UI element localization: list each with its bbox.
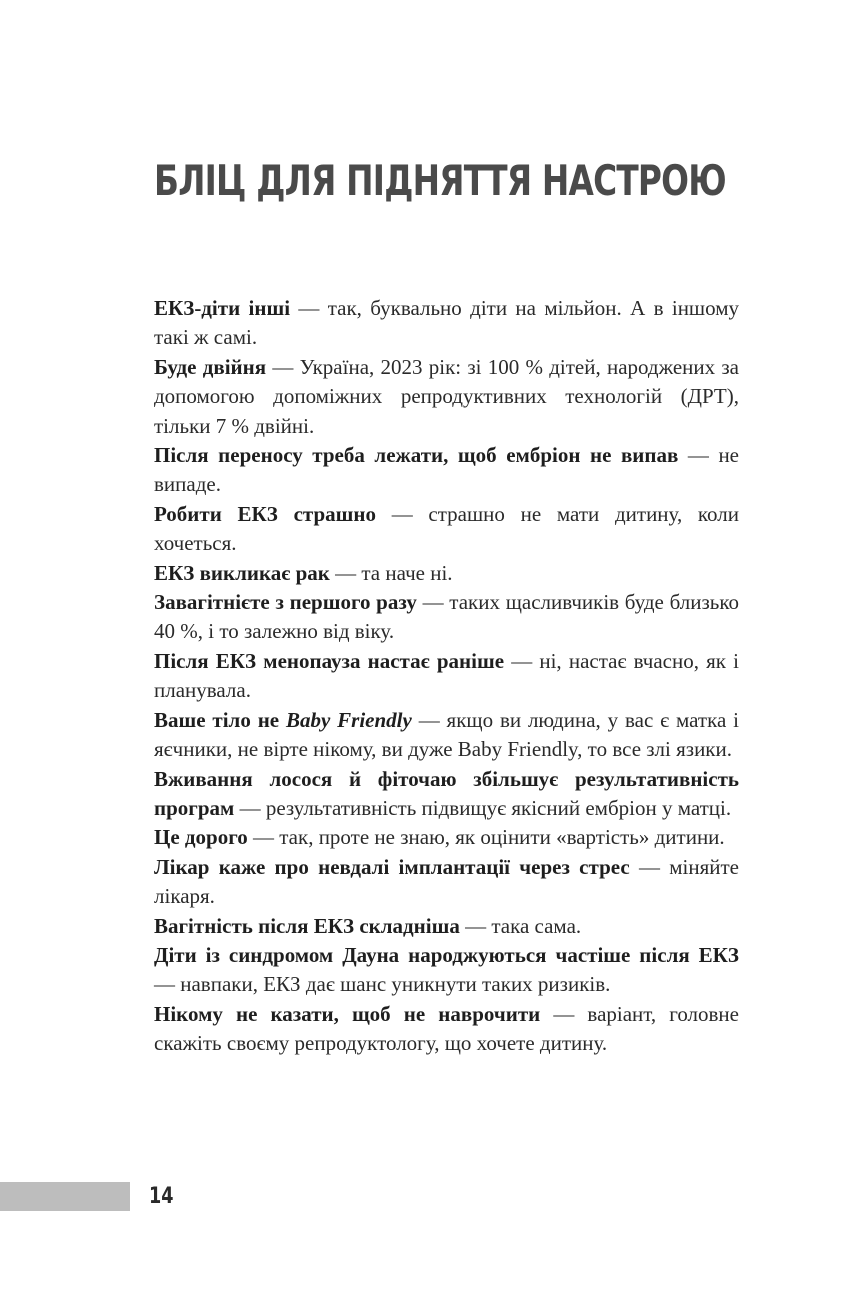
paragraph-answer: — та наче ні.	[329, 560, 453, 585]
page-title: БЛІЦ ДЛЯ ПІДНЯТТЯ НАСТРОЮ	[154, 156, 726, 205]
paragraph	[154, 559, 739, 588]
paragraph	[154, 853, 739, 912]
paragraph	[154, 294, 739, 353]
paragraph-answer: — результативність підвищує якісний ембріон у матці.	[234, 795, 732, 820]
paragraph-term: Вживання лосося й фіточаю збільшує результативність програм	[154, 766, 739, 820]
paragraph-term: Буде двійня	[154, 354, 267, 379]
page-number: 14	[149, 1184, 174, 1209]
paragraph-term: Це дорого	[154, 825, 248, 850]
paragraph-term: Ваше тіло не	[154, 707, 286, 732]
paragraph-term: Завагітнієте з першого разу	[154, 590, 417, 615]
paragraph-term: Після переносу треба лежати, щоб ембріон не випав	[154, 443, 679, 468]
paragraph	[154, 647, 739, 706]
paragraph-term: ЕКЗ викликає рак	[154, 560, 330, 585]
paragraph-term: Вагітність після ЕКЗ складніша	[154, 913, 460, 938]
paragraph	[154, 500, 739, 559]
footer-bar	[0, 1182, 130, 1211]
body-text	[154, 294, 739, 1059]
paragraph-answer: — якщо ви людина, у вас є матка і яєчники, не вірте нікому, ви дуже Baby Friendly, то все злі язики.	[154, 707, 739, 762]
paragraph-term-italic: Baby Friendly	[285, 707, 412, 732]
paragraph	[154, 706, 739, 765]
paragraph-answer: — міняйте лікаря.	[154, 854, 739, 909]
paragraph	[154, 941, 739, 1000]
paragraph-answer: — таких щасливчиків буде близько 40 %, і то залежно від віку.	[154, 590, 739, 644]
paragraph	[154, 912, 739, 941]
paragraph-answer: — страшно не мати дитину, коли хочеться.	[154, 501, 739, 556]
paragraph-answer: — Україна, 2023 рік: зі 100 % дітей, народжених за допомогою допоміжних репродуктивних технологій (ДРТ), тільки 7 % двійні.	[154, 354, 739, 438]
paragraph-term: Нікому не казати, щоб не наврочити	[154, 1001, 541, 1026]
paragraph-answer: — варіант, головне скажіть своєму репродуктологу, що хочете дитину.	[154, 1001, 739, 1056]
paragraph-answer: — навпаки, ЕКЗ дає шанс уникнути таких ризиків.	[154, 972, 611, 997]
paragraph-answer: — не випаде.	[154, 443, 740, 497]
paragraph-term: Робити ЕКЗ страшно	[154, 501, 376, 526]
paragraph	[154, 765, 739, 824]
paragraph-term: Лікар каже про невдалі імплантації через стрес	[154, 854, 630, 879]
paragraph-answer: — така сама.	[459, 913, 582, 938]
paragraph	[154, 353, 739, 441]
paragraph-term: ЕКЗ-діти інші	[154, 296, 291, 320]
paragraph-answer: — так, проте не знаю, як оцінити «вартість» дитини.	[247, 825, 725, 850]
paragraph	[154, 1000, 739, 1059]
paragraph-answer: — так, буквально діти на мільйон. А в іншому такі ж самі.	[154, 296, 739, 350]
paragraph	[154, 441, 739, 500]
paragraph-answer: — ні, настає вчасно, як і планувала.	[154, 648, 739, 703]
paragraph-term: Після ЕКЗ менопауза настає раніше	[154, 648, 505, 673]
paragraph	[154, 823, 739, 852]
paragraph	[154, 588, 739, 647]
paragraph-term: Діти із синдромом Дауна народжуються частіше після ЕКЗ	[154, 942, 739, 967]
